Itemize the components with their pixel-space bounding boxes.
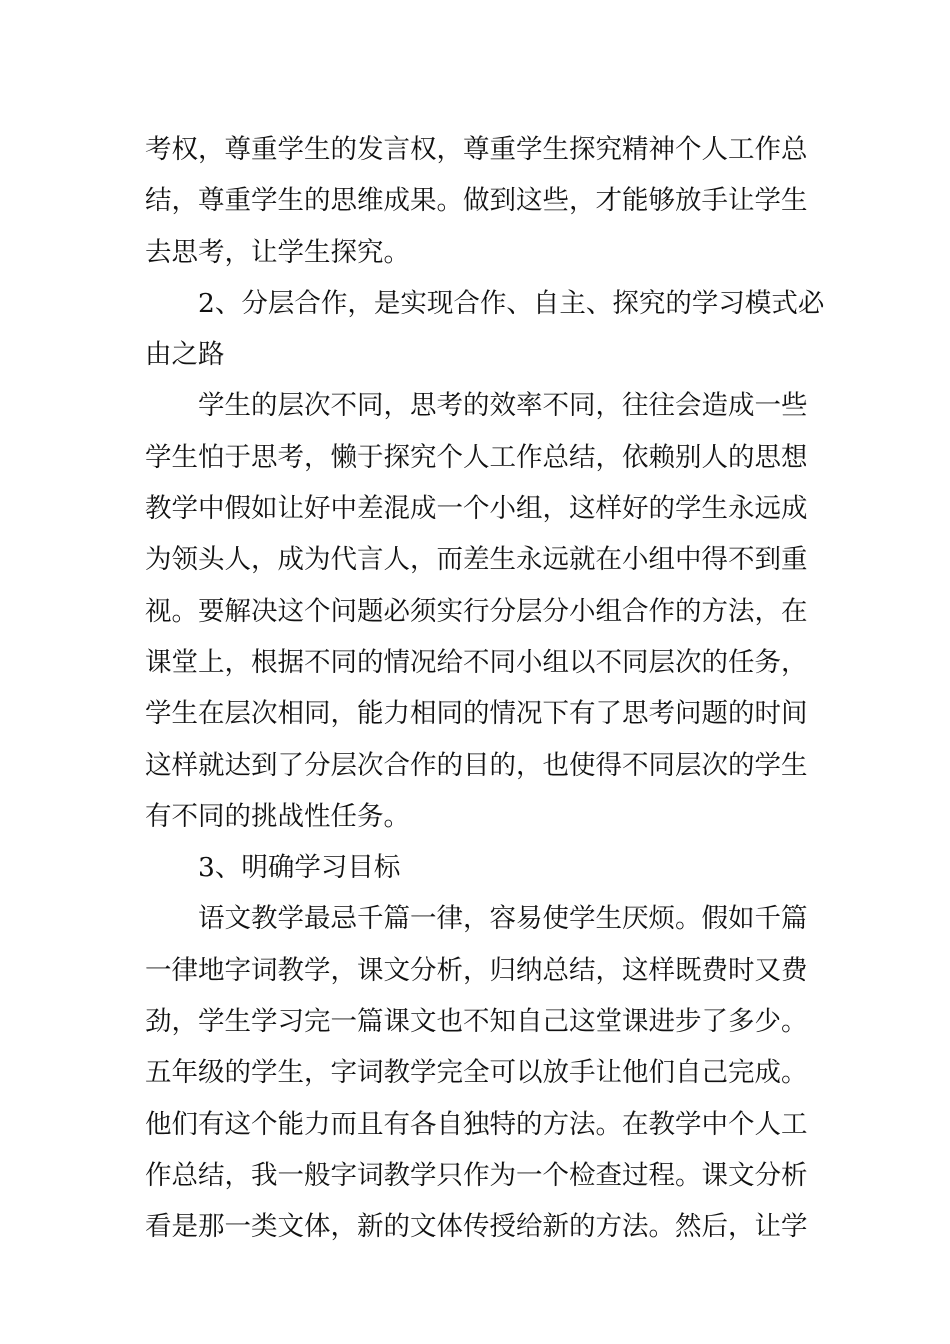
text-line: 由之路 (145, 339, 225, 371)
body-text (145, 124, 825, 1253)
text-line: 考权，尊重学生的发言权，尊重学生探究精神个人工作总 (145, 134, 808, 165)
text-line: 教学中假如让好中差混成一个小组，这样好的学生永远成 (145, 493, 808, 525)
text-line: 视。要解决这个问题必须实行分层分小组合作的方法，在 (145, 595, 808, 627)
text-line: 看是那一类文体，新的文体传授给新的方法。然后，让学 (145, 1211, 808, 1243)
text-line: 为领头人，成为代言人，而差生永远就在小组中得不到重 (145, 544, 808, 576)
text-line: 五年级的学生，字词教学完全可以放手让他们自己完成。 (145, 1057, 808, 1089)
text-line: 作总结，我一般字词教学只作为一个检查过程。课文分析 (145, 1159, 808, 1191)
text-line: 去思考，让学生探究。 (145, 236, 410, 268)
text-line: 学生在层次相同，能力相同的情况下有了思考问题的时间 (145, 698, 808, 730)
text-line: 2、分层合作，是实现合作、自主、探究的学习模式必 (198, 287, 825, 319)
text-line: 课堂上，根据不同的情况给不同小组以不同层次的任务， (145, 646, 808, 678)
text-line: 语文教学最忌千篇一律，容易使学生厌烦。假如千篇 (198, 903, 808, 935)
text-line: 劲，学生学习完一篇课文也不知自己这堂课进步了多少。 (145, 1006, 808, 1038)
text-line: 3、明确学习目标 (198, 852, 401, 884)
text-line: 结，尊重学生的思维成果。做到这些，才能够放手让学生 (145, 185, 808, 217)
text-line: 这样就达到了分层次合作的目的，也使得不同层次的学生 (145, 749, 808, 781)
text-line: 有不同的挑战性任务。 (145, 800, 410, 832)
text-line: 学生的层次不同，思考的效率不同，往往会造成一些 (198, 390, 808, 422)
text-line: 他们有这个能力而且有各自独特的方法。在教学中个人工 (145, 1108, 808, 1140)
text-line: 学生怕于思考，懒于探究个人工作总结，依赖别人的思想 (145, 441, 808, 473)
text-line: 一律地字词教学，课文分析，归纳总结，这样既费时又费 (145, 954, 808, 986)
